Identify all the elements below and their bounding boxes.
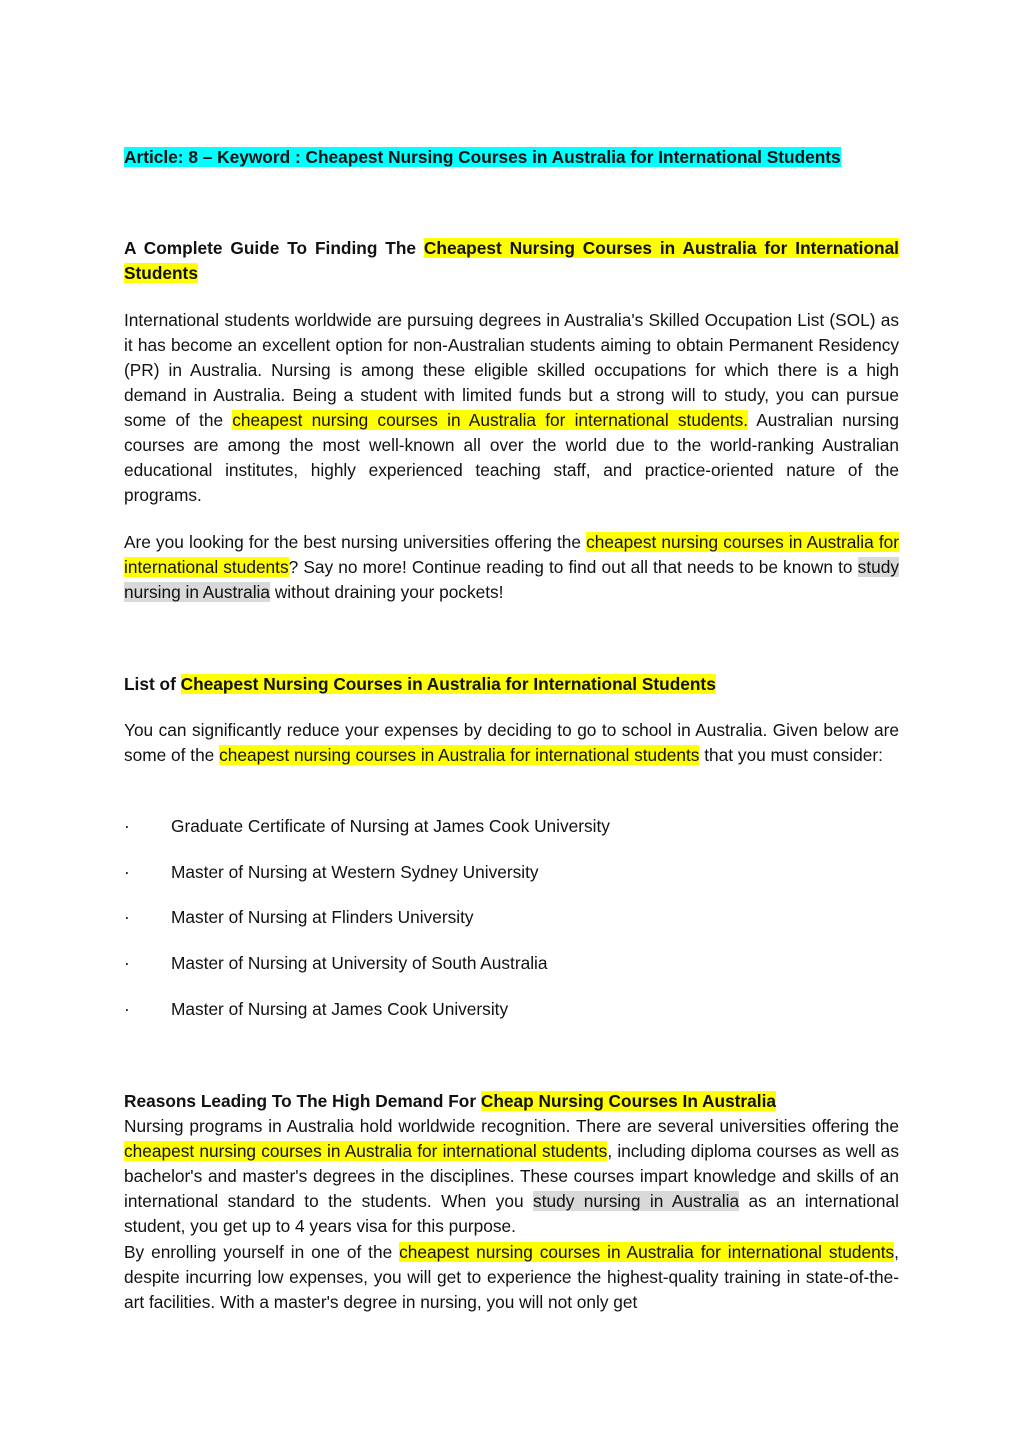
list-item-text: Master of Nursing at James Cook University bbox=[171, 999, 509, 1019]
article-header-text: Article: 8 – Keyword : Cheapest Nursing Courses in Australia for International Students bbox=[124, 147, 841, 167]
list-item-text: Master of Nursing at Flinders University bbox=[171, 907, 474, 927]
bullet-icon: · bbox=[124, 999, 130, 1019]
keyword-highlight: cheapest nursing courses in Australia for international students bbox=[399, 1242, 895, 1262]
section3-heading: Reasons Leading To The High Demand For Cheap Nursing Courses In Australia bbox=[124, 1091, 776, 1111]
keyword-highlight: cheapest nursing courses in Australia for international students bbox=[124, 1141, 608, 1161]
list-item-text: Master of Nursing at University of South Australia bbox=[171, 953, 548, 973]
list-item-text: Graduate Certificate of Nursing at James Cook University bbox=[171, 816, 610, 836]
section1-paragraph-1: International students worldwide are pursuing degrees in Australia's Skilled Occupation List (SOL) as it has become an excellent option for non-Australian students aiming to obtain Permanent Residency (PR) in Australia. Nursing is among these eligible skilled occupations for which there is a high demand in Australia. Being a student with limited funds but a strong will to study, you can pursue some of the cheapest nursing courses in Australia for international students. Australian nursing courses are among the most well-known all over the world due to the world-ranking Australian educational institutes, highly experienced teaching staff, and practice-oriented nature of the programs. bbox=[124, 310, 899, 505]
keyword-highlight: Cheapest Nursing Courses in Australia for International Students bbox=[180, 674, 716, 694]
link-highlight[interactable]: study nursing in Australia bbox=[124, 557, 899, 602]
section3-paragraph-2: By enrolling yourself in one of the cheapest nursing courses in Australia for international students, despite incurring low expenses, you will get to experience the highest-quality training in state-of-the-art facilities. With a master's degree in nursing, you will not only get bbox=[124, 1242, 899, 1312]
section1-heading: A Complete Guide To Finding The Cheapest Nursing Courses in Australia for International Students bbox=[124, 238, 899, 283]
keyword-highlight: Cheapest Nursing Courses in Australia for International Students bbox=[124, 238, 899, 283]
section2-heading: List of Cheapest Nursing Courses in Australia for International Students bbox=[124, 674, 716, 694]
keyword-highlight: cheapest nursing courses in Australia for international students bbox=[219, 745, 700, 765]
keyword-highlight: cheapest nursing courses in Australia for international students bbox=[124, 532, 900, 577]
bullet-icon: · bbox=[124, 907, 130, 927]
keyword-highlight: Cheap Nursing Courses In Australia bbox=[480, 1091, 776, 1111]
link-highlight[interactable]: study nursing in Australia bbox=[533, 1191, 740, 1211]
section3-paragraph-1: Nursing programs in Australia hold worldwide recognition. There are several universities offering the cheapest nursing courses in Australia for international students, including diploma courses as well as bachelor's and master's degrees in the disciplines. These courses impart knowledge and skills of an international standard to the students. When you study nursing in Australia as an international student, you get up to 4 years visa for this purpose. bbox=[124, 1116, 899, 1236]
article-header bbox=[124, 145, 899, 170]
bullet-icon: · bbox=[124, 816, 130, 836]
bullet-icon: · bbox=[124, 953, 130, 973]
section2-intro: You can significantly reduce your expenses by deciding to go to school in Australia. Given below are some of the cheapest nursing courses in Australia for international students that you must consider: bbox=[124, 720, 899, 765]
bullet-icon: · bbox=[124, 862, 130, 882]
list-item-text: Master of Nursing at Western Sydney University bbox=[171, 862, 539, 882]
keyword-highlight: cheapest nursing courses in Australia for international students. bbox=[232, 410, 749, 430]
section1-paragraph-2: Are you looking for the best nursing universities offering the cheapest nursing courses in Australia for international students? Say no more! Continue reading to find out all that needs to be known to study nursing in Australia without draining your pockets! bbox=[124, 532, 900, 602]
